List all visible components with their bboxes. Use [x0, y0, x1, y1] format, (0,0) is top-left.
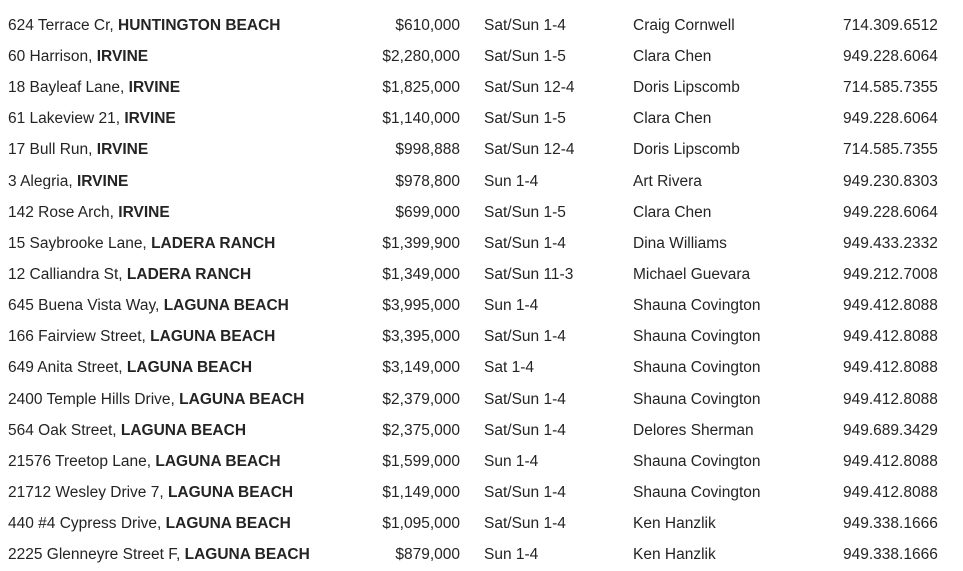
listing-row	[8, 539, 955, 570]
address-cell	[8, 454, 360, 470]
street-text: 61 Lakeview 21,	[8, 111, 121, 127]
city-text: IRVINE	[76, 173, 129, 190]
city-text: LAGUNA BEACH	[155, 453, 281, 470]
phone-number-cell: 949.228.6064	[843, 110, 938, 128]
city-text: LAGUNA BEACH	[126, 360, 253, 376]
street-text: 624 Terrace Cr,	[8, 17, 114, 34]
city-text: LAGUNA BEACH	[120, 422, 247, 439]
address-cell	[8, 174, 360, 190]
phone-number-cell: 949.433.2332	[843, 234, 938, 252]
price-cell: $1,140,000	[382, 110, 460, 128]
agent-name-cell: Shauna Covington	[633, 297, 761, 315]
agent-name-cell: Doris Lipscomb	[633, 141, 740, 159]
listing-row	[8, 72, 955, 103]
listing-row	[8, 290, 955, 321]
address-cell	[8, 111, 360, 127]
phone-number-cell: 949.412.8088	[843, 297, 938, 315]
open-house-time-cell: Sat/Sun 1-5	[484, 110, 566, 128]
price-cell: $1,399,900	[382, 234, 460, 252]
price-cell: $3,395,000	[382, 328, 460, 346]
address-cell	[8, 392, 360, 408]
street-text: 17 Bull Run,	[8, 142, 93, 158]
agent-name-cell: Shauna Covington	[633, 483, 761, 501]
phone-number-cell: 714.585.7355	[843, 141, 938, 159]
price-cell: $1,599,000	[382, 452, 460, 470]
price-cell: $1,825,000	[382, 79, 460, 97]
street-text: 15 Saybrooke Lane,	[8, 235, 147, 252]
agent-name-cell: Dina Williams	[633, 234, 727, 252]
price-cell: $998,888	[395, 141, 460, 159]
price-cell: $879,000	[395, 546, 460, 564]
address-cell	[8, 267, 360, 283]
agent-name-cell: Shauna Covington	[633, 452, 761, 470]
open-house-time-cell: Sat 1-4	[484, 359, 534, 377]
address-cell	[8, 18, 360, 34]
phone-number-cell: 949.228.6064	[843, 203, 938, 221]
phone-number-cell: 949.412.8088	[843, 359, 938, 377]
price-cell: $1,095,000	[382, 515, 460, 533]
open-house-time-cell: Sat/Sun 1-4	[484, 515, 566, 533]
open-house-time-cell: Sat/Sun 1-4	[484, 328, 566, 346]
city-text: IRVINE	[96, 142, 149, 158]
open-house-time-cell: Sun 1-4	[484, 172, 539, 190]
address-cell	[8, 49, 360, 65]
agent-name-cell: Craig Cornwell	[633, 16, 735, 34]
open-house-time-cell: Sat/Sun 12-4	[484, 79, 575, 97]
open-house-time-cell: Sat/Sun 1-4	[484, 16, 566, 34]
city-text: LAGUNA BEACH	[167, 484, 294, 501]
address-cell	[8, 142, 360, 158]
address-cell	[8, 423, 360, 439]
listing-table	[8, 10, 955, 571]
address-cell	[8, 298, 360, 314]
open-house-time-cell: Sat/Sun 1-4	[484, 421, 566, 439]
agent-name-cell: Ken Hanzlik	[633, 546, 716, 564]
open-house-time-cell: Sun 1-4	[484, 546, 539, 564]
open-house-time-cell: Sat/Sun 12-4	[484, 141, 575, 159]
price-cell: $2,375,000	[382, 421, 460, 439]
address-cell	[8, 205, 360, 221]
phone-number-cell: 949.412.8088	[843, 483, 938, 501]
city-text: LAGUNA BEACH	[163, 298, 289, 314]
price-cell: $3,995,000	[382, 297, 460, 315]
city-text: LADERA RANCH	[126, 266, 252, 283]
listing-row	[8, 508, 955, 539]
price-cell: $2,379,000	[382, 390, 460, 408]
open-house-time-cell: Sun 1-4	[484, 452, 539, 470]
listing-row	[8, 41, 955, 72]
phone-number-cell: 949.230.8303	[843, 172, 938, 190]
street-text: 21712 Wesley Drive 7,	[8, 484, 164, 501]
open-house-time-cell: Sat/Sun 1-5	[484, 47, 566, 65]
city-text: LAGUNA BEACH	[184, 547, 310, 563]
phone-number-cell: 714.585.7355	[843, 79, 938, 97]
city-text: IRVINE	[118, 204, 170, 221]
city-text: LAGUNA BEACH	[179, 391, 305, 407]
agent-name-cell: Michael Guevara	[633, 265, 751, 283]
price-cell: $1,349,000	[382, 265, 460, 283]
street-text: 564 Oak Street,	[8, 422, 117, 439]
listing-row	[8, 166, 955, 197]
open-house-time-cell: Sat/Sun 1-4	[484, 234, 566, 252]
street-text: 3 Alegria,	[8, 173, 73, 190]
phone-number-cell: 949.228.6064	[843, 47, 938, 65]
open-house-time-cell: Sun 1-4	[484, 297, 539, 315]
listing-row	[8, 103, 955, 134]
street-text: 60 Harrison,	[8, 48, 93, 65]
open-house-time-cell: Sat/Sun 1-5	[484, 203, 566, 221]
listing-row	[8, 228, 955, 259]
address-cell	[8, 236, 360, 252]
street-text: 649 Anita Street,	[8, 360, 123, 376]
street-text: 18 Bayleaf Lane,	[8, 80, 125, 96]
agent-name-cell: Clara Chen	[633, 203, 712, 221]
street-text: 142 Rose Arch,	[8, 204, 114, 221]
city-text: LAGUNA BEACH	[150, 329, 276, 345]
phone-number-cell: 949.412.8088	[843, 390, 938, 408]
listing-row	[8, 135, 955, 166]
phone-number-cell: 949.412.8088	[843, 328, 938, 346]
listing-row	[8, 384, 955, 415]
price-cell: $1,149,000	[382, 483, 460, 501]
listing-row	[8, 321, 955, 352]
agent-name-cell: Clara Chen	[633, 110, 712, 128]
street-text: 2225 Glenneyre Street F,	[8, 547, 181, 563]
listing-row	[8, 353, 955, 384]
open-house-time-cell: Sat/Sun 1-4	[484, 390, 566, 408]
phone-number-cell: 949.338.1666	[843, 515, 938, 533]
city-text: IRVINE	[96, 48, 149, 65]
address-cell	[8, 329, 360, 345]
phone-number-cell: 949.212.7008	[843, 265, 938, 283]
listing-row	[8, 446, 955, 477]
address-cell	[8, 516, 360, 532]
city-text: LAGUNA BEACH	[165, 516, 291, 532]
phone-number-cell: 949.412.8088	[843, 452, 938, 470]
agent-name-cell: Art Rivera	[633, 172, 702, 190]
address-cell	[8, 360, 360, 376]
city-text: IRVINE	[124, 111, 176, 127]
agent-name-cell: Clara Chen	[633, 47, 712, 65]
agent-name-cell: Shauna Covington	[633, 328, 761, 346]
listing-row	[8, 415, 955, 446]
open-house-time-cell: Sat/Sun 11-3	[484, 265, 574, 283]
agent-name-cell: Doris Lipscomb	[633, 79, 740, 97]
city-text: LADERA RANCH	[151, 235, 276, 252]
address-cell	[8, 80, 360, 96]
address-cell	[8, 547, 360, 563]
street-text: 2400 Temple Hills Drive,	[8, 391, 175, 407]
listing-row	[8, 477, 955, 508]
phone-number-cell: 949.689.3429	[843, 421, 938, 439]
city-text: HUNTINGTON BEACH	[118, 17, 281, 34]
listing-row	[8, 197, 955, 228]
phone-number-cell: 949.338.1666	[843, 546, 938, 564]
price-cell: $3,149,000	[382, 359, 460, 377]
agent-name-cell: Shauna Covington	[633, 390, 761, 408]
street-text: 166 Fairview Street,	[8, 329, 146, 345]
address-cell	[8, 485, 360, 501]
price-cell: $610,000	[395, 16, 460, 34]
price-cell: $699,000	[395, 203, 460, 221]
city-text: IRVINE	[128, 80, 181, 96]
open-house-time-cell: Sat/Sun 1-4	[484, 483, 566, 501]
agent-name-cell: Delores Sherman	[633, 421, 754, 439]
street-text: 645 Buena Vista Way,	[8, 298, 160, 314]
agent-name-cell: Ken Hanzlik	[633, 515, 716, 533]
phone-number-cell: 714.309.6512	[843, 16, 938, 34]
agent-name-cell: Shauna Covington	[633, 359, 761, 377]
street-text: 440 #4 Cypress Drive,	[8, 516, 162, 532]
listing-row	[8, 10, 955, 41]
street-text: 12 Calliandra St,	[8, 266, 123, 283]
price-cell: $978,800	[395, 172, 460, 190]
price-cell: $2,280,000	[382, 47, 460, 65]
listing-row	[8, 259, 955, 290]
street-text: 21576 Treetop Lane,	[8, 453, 152, 470]
